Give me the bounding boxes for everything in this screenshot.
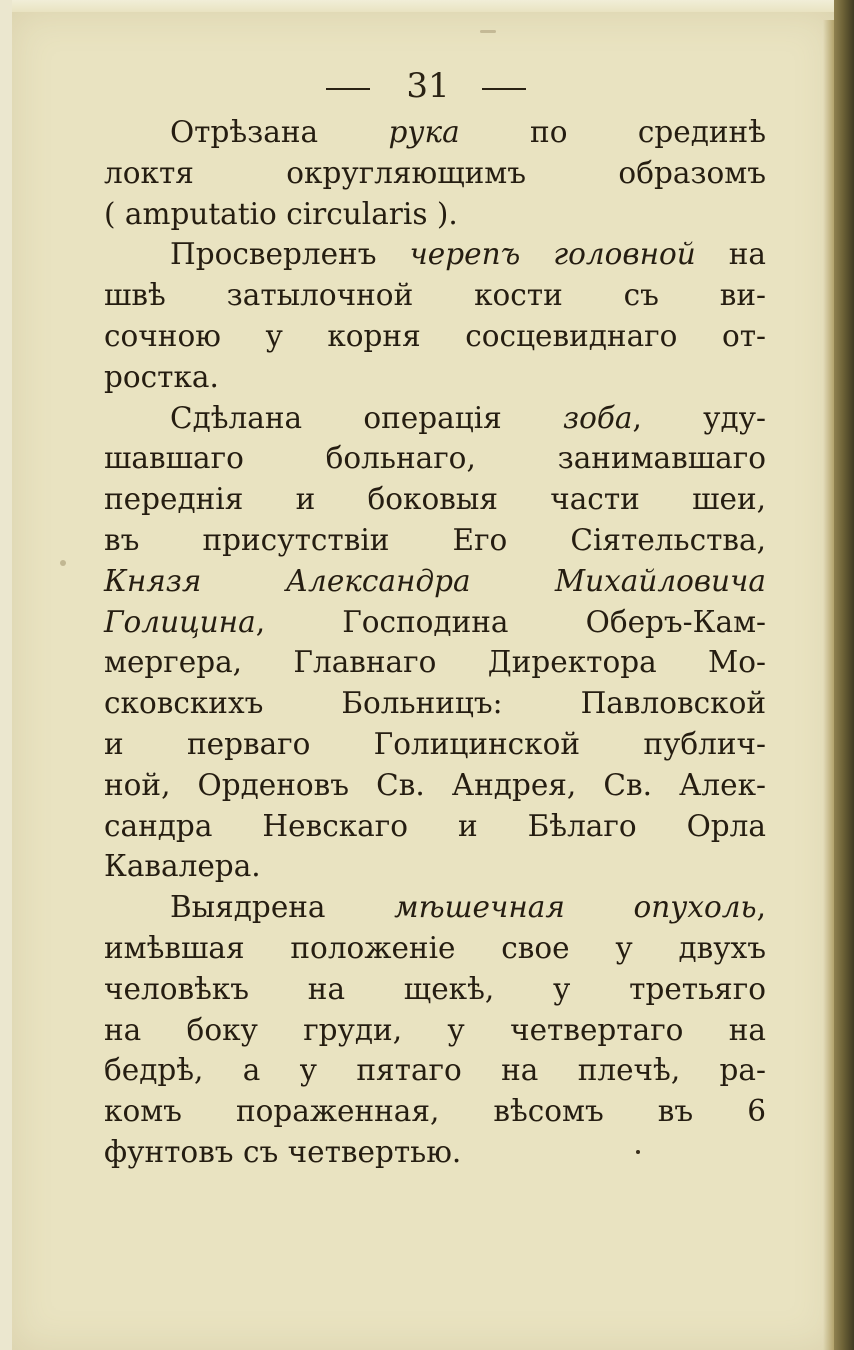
header-dash-left — [326, 88, 370, 90]
text-line — [104, 561, 766, 602]
text-line — [104, 642, 766, 683]
text-run: на — [695, 237, 766, 272]
text-line — [104, 806, 766, 847]
book-spine-edge — [834, 0, 854, 1350]
text-line — [104, 1050, 766, 1091]
text-line — [104, 846, 766, 887]
text-line — [104, 1010, 766, 1051]
text-run: мергера, Главнаго Директора Мо- — [104, 645, 766, 680]
text-run: ростка. — [104, 359, 219, 394]
text-line — [104, 153, 766, 194]
text-run: и перваго Голицинской публич- — [104, 726, 766, 761]
body-text — [104, 112, 766, 1173]
italic-term: рука — [388, 115, 460, 149]
text-run: бедрѣ, а у пятаго на плечѣ, ра- — [104, 1053, 766, 1088]
text-line — [104, 398, 766, 439]
text-line — [104, 438, 766, 479]
text-run: въ присутствіи Его Сіятельства, — [104, 522, 766, 557]
text-line — [104, 357, 766, 398]
header-dash-right — [482, 88, 526, 90]
text-line — [104, 316, 766, 357]
text-run: шавшаго больнаго, занимавшаго — [104, 441, 766, 476]
text-run: сочною у корня сосцевиднаго от- — [104, 318, 766, 353]
text-line — [104, 887, 766, 928]
text-line — [104, 194, 766, 235]
text-line — [104, 112, 766, 153]
text-line — [104, 765, 766, 806]
text-run: , — [756, 890, 766, 925]
page-number: 31 — [406, 66, 450, 106]
text-line — [104, 724, 766, 765]
text-run: , уду- — [632, 400, 766, 435]
text-run: переднія и боковыя части шеи, — [104, 482, 766, 517]
text-run: , Господина Оберъ-Кам- — [255, 604, 766, 639]
text-line — [104, 969, 766, 1010]
text-line — [104, 602, 766, 643]
text-run: локтя округляющимъ образомъ — [104, 155, 766, 190]
text-run: Просверленъ — [170, 237, 410, 272]
text-line — [104, 928, 766, 969]
italic-term: зоба — [563, 400, 633, 435]
text-run: сковскихъ Больницъ: Павловской — [104, 686, 766, 721]
ink-speck — [636, 1150, 640, 1154]
text-run: по срединѣ — [459, 115, 766, 149]
italic-term: черепъ головной — [409, 237, 696, 272]
text-run: имѣвшая положеніе свое у двухъ — [104, 930, 766, 965]
text-run: Сдѣлана операція — [170, 400, 564, 435]
paper-stain — [480, 30, 496, 33]
text-line — [104, 234, 766, 275]
text-run: человѣкъ на щекѣ, у третьяго — [104, 971, 766, 1006]
italic-term: Князя Александра Михайловича — [104, 563, 766, 598]
text-line — [104, 683, 766, 724]
text-run: швѣ затылочной кости съ ви- — [104, 278, 766, 313]
text-run: ной, Орденовъ Св. Андрея, Св. Алек- — [104, 767, 766, 802]
text-run: фунтовъ съ четвертью. — [104, 1134, 462, 1169]
text-run: комъ пораженная, вѣсомъ въ 6 — [104, 1094, 766, 1129]
text-run: сандра Невскаго и Бѣлаго Орла — [104, 808, 766, 843]
text-run: Кавалера. — [104, 849, 261, 884]
text-run: на боку груди, у четвертаго на — [104, 1012, 766, 1047]
text-run: Выядрена — [170, 890, 395, 925]
italic-term: мѣшечная опухоль — [394, 890, 757, 925]
text-line — [104, 1132, 766, 1173]
text-run: ( amputatio circularis ). — [104, 196, 458, 231]
text-line — [104, 520, 766, 561]
text-run: Отрѣзана — [170, 115, 389, 149]
scan-left-margin — [0, 0, 12, 1350]
page-edge-shadow — [823, 20, 834, 1350]
text-line — [104, 1091, 766, 1132]
text-line — [104, 275, 766, 316]
text-line — [104, 479, 766, 520]
italic-term: Голицина — [104, 604, 256, 639]
paper-stain — [60, 560, 66, 566]
